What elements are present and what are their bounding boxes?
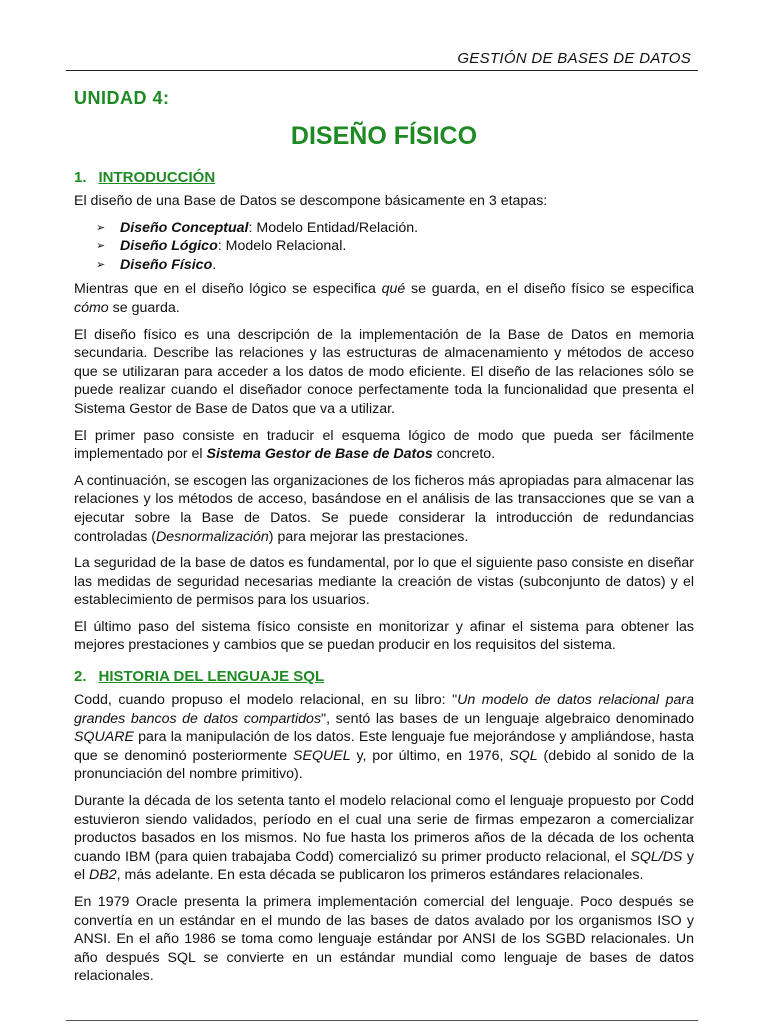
page-title: DISEÑO FÍSICO xyxy=(290,122,478,150)
footer-rule xyxy=(66,1020,698,1021)
design-stages-list xyxy=(74,219,694,275)
paragraph: Codd, cuando propuso el modelo relacional, en su libro: "Un modelo de datos relacional para grandes bancos de datos compartidos", sentó las bases de un lenguaje algebraico denominado SQUARE para la manipulación de los datos. Este lenguaje fue mejorándose y ampliándose, hasta que se denominó posteriormente SEQUEL y, por último, en 1976, SQL (debido al sonido de la pronunciación del nombre primitivo). xyxy=(74,692,694,783)
unit-label: UNIDAD 4: xyxy=(74,88,170,108)
paragraph: La seguridad de la base de datos es fundamental, por lo que el siguiente paso consiste en diseñar las medidas de seguridad necesarias mediante la creación de vistas (subconjunto de datos) y el establecimiento de permisos para los usuarios. xyxy=(74,555,694,609)
document-body xyxy=(74,168,694,994)
paragraph: El primer paso consiste en traducir el esquema lógico de modo que pueda ser fácilmente implementado por el Sistema Gestor de Base de Datos concreto. xyxy=(74,427,694,463)
section-title: INTRODUCCIÓN xyxy=(98,169,216,186)
paragraph: Mientras que en el diseño lógico se especifica qué se guarda, en el diseño físico se especifica cómo se guarda. xyxy=(74,281,694,316)
arrowhead-bullet-icon: ➢ xyxy=(96,240,106,253)
list-item: ➢ Diseño Lógico: Modelo Relacional. xyxy=(96,238,347,255)
paragraph: A continuación, se escogen las organizaciones de los ficheros más apropiadas para almacenar las relaciones y los métodos de acceso, basándose en el análisis de las transacciones que se van a ejecutar sobre la Base de Datos. Se puede considerar la introducción de redundancias controladas (Desnormalización) para mejorar las prestaciones. xyxy=(74,472,694,545)
section-number: 1. xyxy=(74,169,87,186)
section-heading-introduccion xyxy=(74,168,694,188)
section-title: HISTORIA DEL LENGUAJE SQL xyxy=(98,668,325,686)
list-item: ➢ Diseño Físico. xyxy=(96,256,217,273)
list-item: ➢ Diseño Conceptual: Modelo Entidad/Relación. xyxy=(96,219,419,236)
arrowhead-bullet-icon: ➢ xyxy=(96,258,106,271)
running-header: GESTIÓN DE BASES DE DATOS xyxy=(457,50,691,67)
paragraph: El diseño físico es una descripción de la implementación de la Base de Datos en memoria secundaria. Describe las relaciones y las estructuras de almacenamiento y métodos de acceso que se utilizaran para acceder a los datos de modo eficiente. El diseño de las relaciones sólo se puede realizar cuando el diseñador conoce perfectamente toda la funcionalidad que presenta el Sistema Gestor de Base de Datos que va a utilizar. xyxy=(74,326,694,417)
paragraph: El diseño de una Base de Datos se descompone básicamente en 3 etapas: xyxy=(74,193,548,209)
header-rule xyxy=(66,70,698,71)
section-heading-historia-sql xyxy=(74,667,694,687)
paragraph: El último paso del sistema físico consiste en monitorizar y afinar el sistema para obtener las mejores prestaciones y cambios que se puedan producir en los requisitos del sistema. xyxy=(74,618,694,654)
arrowhead-bullet-icon: ➢ xyxy=(96,221,106,234)
paragraph: Durante la década de los setenta tanto el modelo relacional como el lenguaje propuesto por Codd estuvieron siendo validados, período en el cual una serie de firmas empezaron a comercializar productos basados en los mismos. No fue hasta los primeros años de la década de los ochenta cuando IBM (para quien trabajaba Codd) comercializó su primer producto relacional, el SQL/DS y el DB2, más adelante. En esta década se publicaron los primeros estándares relacionales. xyxy=(74,793,694,884)
section-number: 2. xyxy=(74,668,87,686)
paragraph: En 1979 Oracle presenta la primera implementación comercial del lenguaje. Poco después se convertía en un estándar en el mundo de las bases de datos avalado por los organismos ISO y ANSI. En el año 1986 se toma como lenguaje estándar por ANSI de los SGBD relacionales. Un año después SQL se convierte en un estándar mundial como lenguaje de bases de datos relacionales. xyxy=(74,894,694,985)
